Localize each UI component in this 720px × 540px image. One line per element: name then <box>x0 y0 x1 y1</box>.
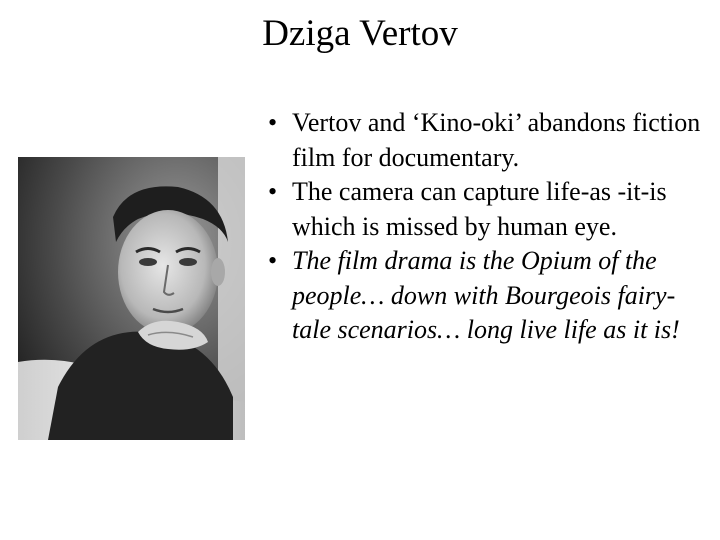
bullet-text: Vertov and ‘Kino-oki’ abandons fiction film for documentary. <box>292 108 701 172</box>
bullet-text: The camera can capture life-as -it-is which is missed by human eye. <box>292 177 667 241</box>
bullet-dot: • <box>268 246 278 275</box>
bullet-dot: • <box>268 108 278 137</box>
bullet-item-quote <box>268 244 708 348</box>
portrait-photo <box>18 157 245 440</box>
portrait-illustration <box>18 157 245 440</box>
slide-title: Dziga Vertov <box>262 13 458 54</box>
bullet-item <box>268 175 708 244</box>
bullet-list <box>268 106 708 348</box>
bullet-dot: • <box>268 177 278 206</box>
bullet-text-quote: The film drama is the Opium of the people… down with Bourgeois fairy-tale scenarios… long live life as it is! <box>292 246 680 344</box>
bullet-item <box>268 106 708 175</box>
